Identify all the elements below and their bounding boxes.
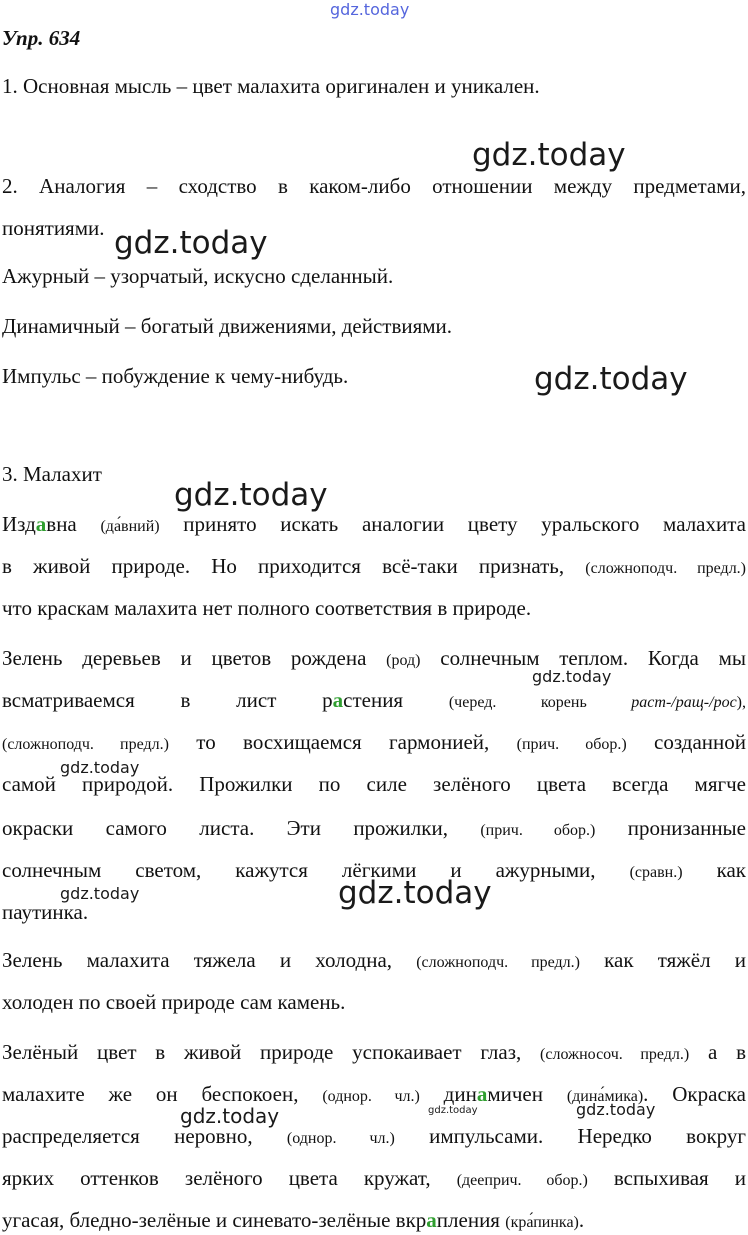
text-line: малахите же он беспокоен, (однор. чл.) динамичен (дина́мика). Окраска: [2, 1082, 746, 1106]
text-line: что краскам малахита нет полного соответствия в природе.: [2, 596, 532, 620]
text-line: угасая, бледно-зелёные и синевато-зелёные вкрапления (кра́пинка).: [2, 1208, 585, 1232]
text-line: Издавна (да́вний) принято искать аналогии цвету уральского малахита: [2, 512, 746, 536]
text-line: (сложноподч. предл.) то восхищаемся гармонией, (прич. обор.) созданной: [2, 730, 746, 754]
text-line: солнечным светом, кажутся лёгкими и ажурными, (сравн.) как: [2, 858, 746, 882]
paragraph-analogy: 2. Аналогия – сходство в каком-либо отношении между предметами,: [2, 174, 746, 198]
section-heading-malachite: 3. Малахит: [2, 462, 102, 486]
text-line: Зелёный цвет в живой природе успокаивает глаз, (сложносоч. предл.) а в: [2, 1040, 746, 1064]
definition-azhurny: Ажурный – узорчатый, искусно сделанный.: [2, 264, 394, 288]
definition-dinamichny: Динамичный – богатый движениями, действиями.: [2, 314, 453, 338]
text-line: паутинка.: [2, 900, 89, 924]
definition-impuls: Импульс – побуждение к чему-нибудь.: [2, 364, 349, 388]
text-line: распределяется неровно, (однор. чл.) импульсами. Нередко вокруг: [2, 1124, 746, 1148]
exercise-title: Упр. 634: [2, 26, 81, 50]
text-line: Зелень малахита тяжела и холодна, (сложноподч. предл.) как тяжёл и: [2, 948, 747, 972]
watermark: gdz.today: [576, 1100, 656, 1119]
watermark: gdz.today: [338, 875, 492, 911]
watermark-top: gdz.today: [330, 0, 410, 19]
text-line: ярких оттенков зелёного цвета кружат, (дееприч. обор.) вспыхивая и: [2, 1166, 746, 1190]
text-line: самой природой. Прожилки по силе зелёного цвета всегда мягче: [2, 772, 746, 796]
paragraph-analogy-cont: понятиями.: [2, 216, 105, 240]
watermark: gdz.today: [114, 225, 268, 261]
text-line: в живой природе. Но приходится всё-таки признать, (сложноподч. предл.): [2, 554, 746, 578]
watermark: gdz.today: [472, 137, 626, 173]
watermark: gdz.today: [428, 1105, 478, 1116]
text-line: всматриваемся в лист растения (черед. корень раст-/ращ-/рос),: [2, 688, 746, 712]
watermark: gdz.today: [534, 361, 688, 397]
watermark: gdz.today: [532, 667, 612, 686]
text-line: окраски самого листа. Эти прожилки, (прич. обор.) пронизанные: [2, 816, 746, 840]
watermark: gdz.today: [60, 758, 140, 777]
watermark: gdz.today: [180, 1104, 280, 1128]
watermark: gdz.today: [60, 884, 140, 903]
text-line: Зелень деревьев и цветов рождена (род) солнечным теплом. Когда мы: [2, 646, 747, 670]
watermark: gdz.today: [174, 477, 328, 513]
text-line: холоден по своей природе сам камень.: [2, 990, 346, 1014]
paragraph-main-idea: 1. Основная мысль – цвет малахита оригинален и уникален.: [2, 74, 540, 98]
